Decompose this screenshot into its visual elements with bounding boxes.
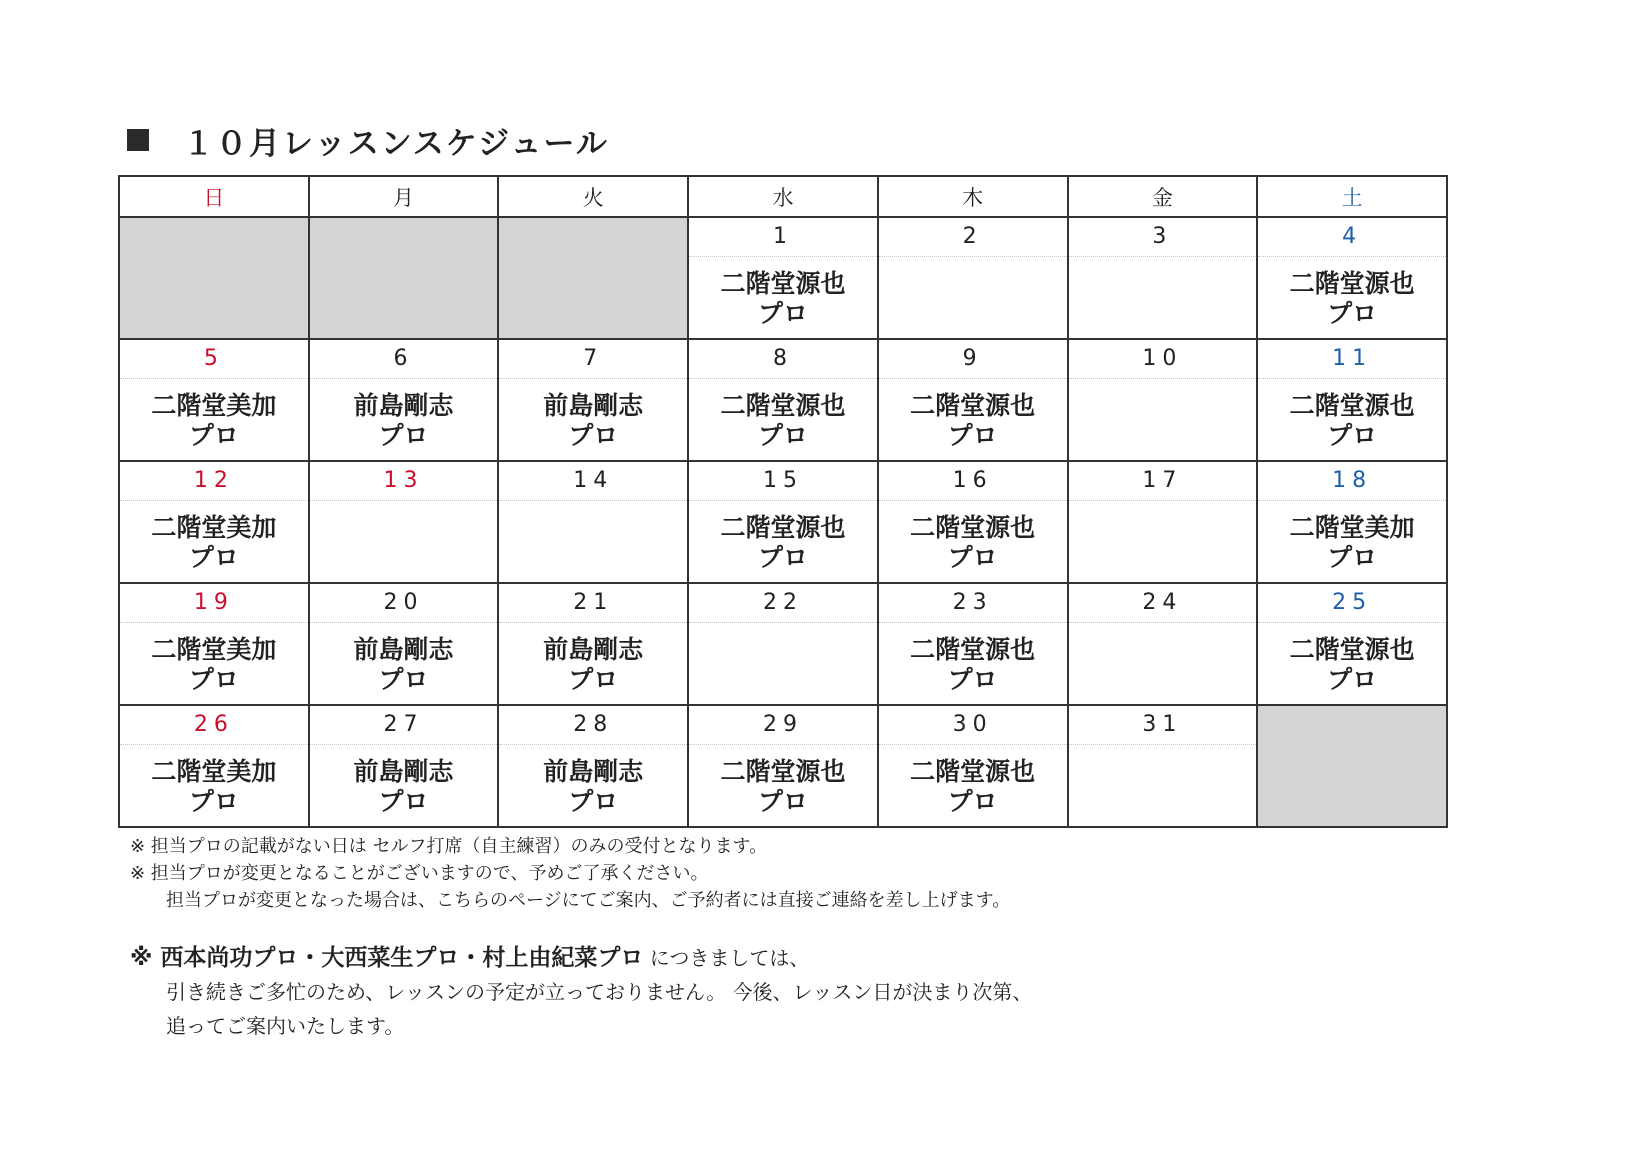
lesson-pro	[1258, 379, 1446, 451]
pro-name: 二階堂源也	[1289, 269, 1415, 298]
pro-name: 二階堂美加	[151, 513, 277, 542]
pro-name: 二階堂源也	[720, 391, 846, 420]
calendar-week-row	[119, 339, 1447, 461]
calendar-day-cell	[1257, 461, 1447, 583]
day-number: 15	[689, 462, 877, 501]
lesson-pro	[689, 623, 877, 635]
pro-suffix: プロ	[188, 787, 239, 816]
pro-name: 前島剛志	[353, 635, 454, 664]
day-number: 8	[689, 340, 877, 379]
weekday-thu: 木	[878, 176, 1068, 217]
lesson-pro	[1069, 501, 1257, 513]
calendar-day-cell	[309, 339, 499, 461]
day-number: 20	[310, 584, 498, 623]
calendar-day-cell	[309, 583, 499, 705]
day-number: 13	[310, 462, 498, 501]
pro-suffix: プロ	[188, 665, 239, 694]
lesson-pro	[689, 501, 877, 573]
calendar-day-cell	[1068, 583, 1258, 705]
lesson-pro	[499, 745, 687, 817]
lesson-pro	[499, 379, 687, 451]
lesson-pro	[120, 623, 308, 695]
lesson-pro	[879, 379, 1067, 451]
pro-suffix: プロ	[947, 543, 998, 572]
weekday-wed: 水	[688, 176, 878, 217]
day-number: 2	[879, 218, 1067, 257]
note-pros-suffix: につきましては、	[643, 946, 810, 970]
lesson-pro	[879, 745, 1067, 817]
day-number: 27	[310, 706, 498, 745]
pro-suffix: プロ	[1327, 421, 1378, 450]
lesson-pro	[689, 745, 877, 817]
calendar-day-cell	[878, 217, 1068, 339]
lesson-pro	[1069, 745, 1257, 757]
pro-name: 二階堂美加	[151, 391, 277, 420]
pro-suffix: プロ	[568, 421, 619, 450]
day-number: 19	[120, 584, 308, 623]
pro-name: 二階堂源也	[910, 391, 1036, 420]
pro-name: 前島剛志	[353, 391, 454, 420]
pro-suffix: プロ	[378, 787, 429, 816]
calendar-day-cell	[1068, 705, 1258, 827]
pro-name: 二階堂源也	[910, 757, 1036, 786]
day-number: 7	[499, 340, 687, 379]
pro-suffix: プロ	[568, 665, 619, 694]
calendar-week-row	[119, 583, 1447, 705]
calendar-day-cell	[688, 217, 878, 339]
day-number: 21	[499, 584, 687, 623]
lesson-pro	[310, 745, 498, 817]
day-number: 1	[689, 218, 877, 257]
calendar-empty-cell	[119, 217, 309, 339]
lesson-pro	[310, 623, 498, 695]
pro-suffix: プロ	[757, 299, 808, 328]
notes-section	[130, 833, 1010, 914]
weekday-sat: 土	[1257, 176, 1447, 217]
pro-name: 前島剛志	[543, 635, 644, 664]
pro-name: 二階堂源也	[720, 757, 846, 786]
lesson-pro	[1069, 379, 1257, 391]
day-number: 24	[1069, 584, 1257, 623]
lesson-pro	[1069, 623, 1257, 635]
calendar-empty-cell	[498, 217, 688, 339]
lesson-calendar	[118, 175, 1448, 828]
day-number: 22	[689, 584, 877, 623]
pro-name: 前島剛志	[543, 391, 644, 420]
day-number: 9	[879, 340, 1067, 379]
lesson-pro	[879, 501, 1067, 573]
pro-name: 二階堂源也	[910, 635, 1036, 664]
notes-pros-section	[130, 941, 1032, 1043]
pro-suffix: プロ	[947, 421, 998, 450]
pro-name: 二階堂美加	[1289, 513, 1415, 542]
calendar-day-cell	[878, 339, 1068, 461]
lesson-pro	[1258, 257, 1446, 329]
day-number: 23	[879, 584, 1067, 623]
calendar-day-cell	[1257, 583, 1447, 705]
calendar-day-cell	[309, 461, 499, 583]
weekday-header-row	[119, 176, 1447, 217]
calendar-day-cell	[1068, 461, 1258, 583]
lesson-pro	[120, 501, 308, 573]
lesson-pro	[1258, 623, 1446, 695]
calendar-day-cell	[498, 583, 688, 705]
pro-name: 二階堂美加	[151, 757, 277, 786]
pro-suffix: プロ	[757, 421, 808, 450]
calendar-day-cell	[878, 583, 1068, 705]
lesson-pro	[310, 379, 498, 451]
lesson-pro	[879, 257, 1067, 269]
calendar-day-cell	[498, 461, 688, 583]
pro-suffix: プロ	[378, 665, 429, 694]
note-change-warning: ※ 担当プロが変更となることがございますので、予めご了承ください。	[130, 863, 709, 884]
lesson-pro	[499, 501, 687, 513]
calendar-day-cell	[119, 583, 309, 705]
calendar-day-cell	[688, 339, 878, 461]
calendar-day-cell	[498, 705, 688, 827]
day-number: 6	[310, 340, 498, 379]
calendar-day-cell	[1068, 217, 1258, 339]
note-change-contact: 担当プロが変更となった場合は、こちらのページにてご案内、ご予約者には直接ご連絡を差し上げます。	[166, 890, 1011, 911]
calendar-day-cell	[309, 705, 499, 827]
day-number: 17	[1069, 462, 1257, 501]
weekday-fri: 金	[1068, 176, 1258, 217]
lesson-pro	[879, 623, 1067, 695]
pro-name: 二階堂美加	[151, 635, 277, 664]
pro-suffix: プロ	[947, 787, 998, 816]
weekday-sun: 日	[119, 176, 309, 217]
pro-name: 前島剛志	[353, 757, 454, 786]
pro-suffix: プロ	[1327, 299, 1378, 328]
pro-suffix: プロ	[757, 787, 808, 816]
calendar-day-cell	[878, 461, 1068, 583]
day-number: 16	[879, 462, 1067, 501]
lesson-pro	[120, 379, 308, 451]
lesson-pro	[120, 745, 308, 817]
day-number: 3	[1069, 218, 1257, 257]
lesson-pro	[689, 257, 877, 329]
pro-name: 二階堂源也	[910, 513, 1036, 542]
pro-suffix: プロ	[188, 543, 239, 572]
pro-name: 二階堂源也	[720, 269, 846, 298]
calendar-empty-cell	[309, 217, 499, 339]
lesson-pro	[499, 623, 687, 695]
pro-suffix: プロ	[757, 543, 808, 572]
calendar-day-cell	[119, 461, 309, 583]
title-row	[127, 118, 609, 162]
title-square-icon	[127, 129, 149, 151]
calendar-day-cell	[119, 339, 309, 461]
day-number: 4	[1258, 218, 1446, 257]
calendar-week-row	[119, 461, 1447, 583]
calendar-day-cell	[119, 705, 309, 827]
page-title: １０月レッスンスケジュール	[183, 125, 609, 162]
weekday-mon: 月	[309, 176, 499, 217]
day-number: 11	[1258, 340, 1446, 379]
pro-suffix: プロ	[378, 421, 429, 450]
note-pros-names: ※ 西本尚功プロ・大西菜生プロ・村上由紀菜プロ	[130, 945, 644, 971]
lesson-pro	[689, 379, 877, 451]
calendar-day-cell	[688, 461, 878, 583]
lesson-pro	[1258, 501, 1446, 573]
pro-suffix: プロ	[568, 787, 619, 816]
day-number: 12	[120, 462, 308, 501]
calendar-day-cell	[1257, 339, 1447, 461]
pro-suffix: プロ	[1327, 543, 1378, 572]
day-number: 28	[499, 706, 687, 745]
lesson-pro	[310, 501, 498, 513]
calendar-week-row	[119, 217, 1447, 339]
calendar-empty-cell	[1257, 705, 1447, 827]
day-number: 10	[1069, 340, 1257, 379]
pro-suffix: プロ	[188, 421, 239, 450]
weekday-tue: 火	[498, 176, 688, 217]
pro-name: 二階堂源也	[720, 513, 846, 542]
pro-suffix: プロ	[947, 665, 998, 694]
note-pros-line	[130, 941, 1032, 975]
day-number: 14	[499, 462, 687, 501]
note-self-practice: ※ 担当プロの記載がない日は セルフ打席（自主練習）のみの受付となります。	[130, 836, 768, 857]
calendar-week-row	[119, 705, 1447, 827]
day-number: 30	[879, 706, 1067, 745]
day-number: 5	[120, 340, 308, 379]
pro-name: 二階堂源也	[1289, 635, 1415, 664]
calendar-day-cell	[688, 705, 878, 827]
note-pros-followup: 追ってご案内いたします。	[166, 1014, 405, 1038]
pro-name: 前島剛志	[543, 757, 644, 786]
calendar-day-cell	[878, 705, 1068, 827]
pro-suffix: プロ	[1327, 665, 1378, 694]
calendar-day-cell	[498, 339, 688, 461]
day-number: 25	[1258, 584, 1446, 623]
note-pros-busy: 引き続きご多忙のため、レッスンの予定が立っておりません。 今後、レッスン日が決まり次第、	[166, 980, 1033, 1004]
lesson-pro	[1069, 257, 1257, 269]
calendar-day-cell	[688, 583, 878, 705]
day-number: 29	[689, 706, 877, 745]
calendar-day-cell	[1068, 339, 1258, 461]
day-number: 18	[1258, 462, 1446, 501]
day-number: 31	[1069, 706, 1257, 745]
pro-name: 二階堂源也	[1289, 391, 1415, 420]
calendar-day-cell	[1257, 217, 1447, 339]
day-number: 26	[120, 706, 308, 745]
